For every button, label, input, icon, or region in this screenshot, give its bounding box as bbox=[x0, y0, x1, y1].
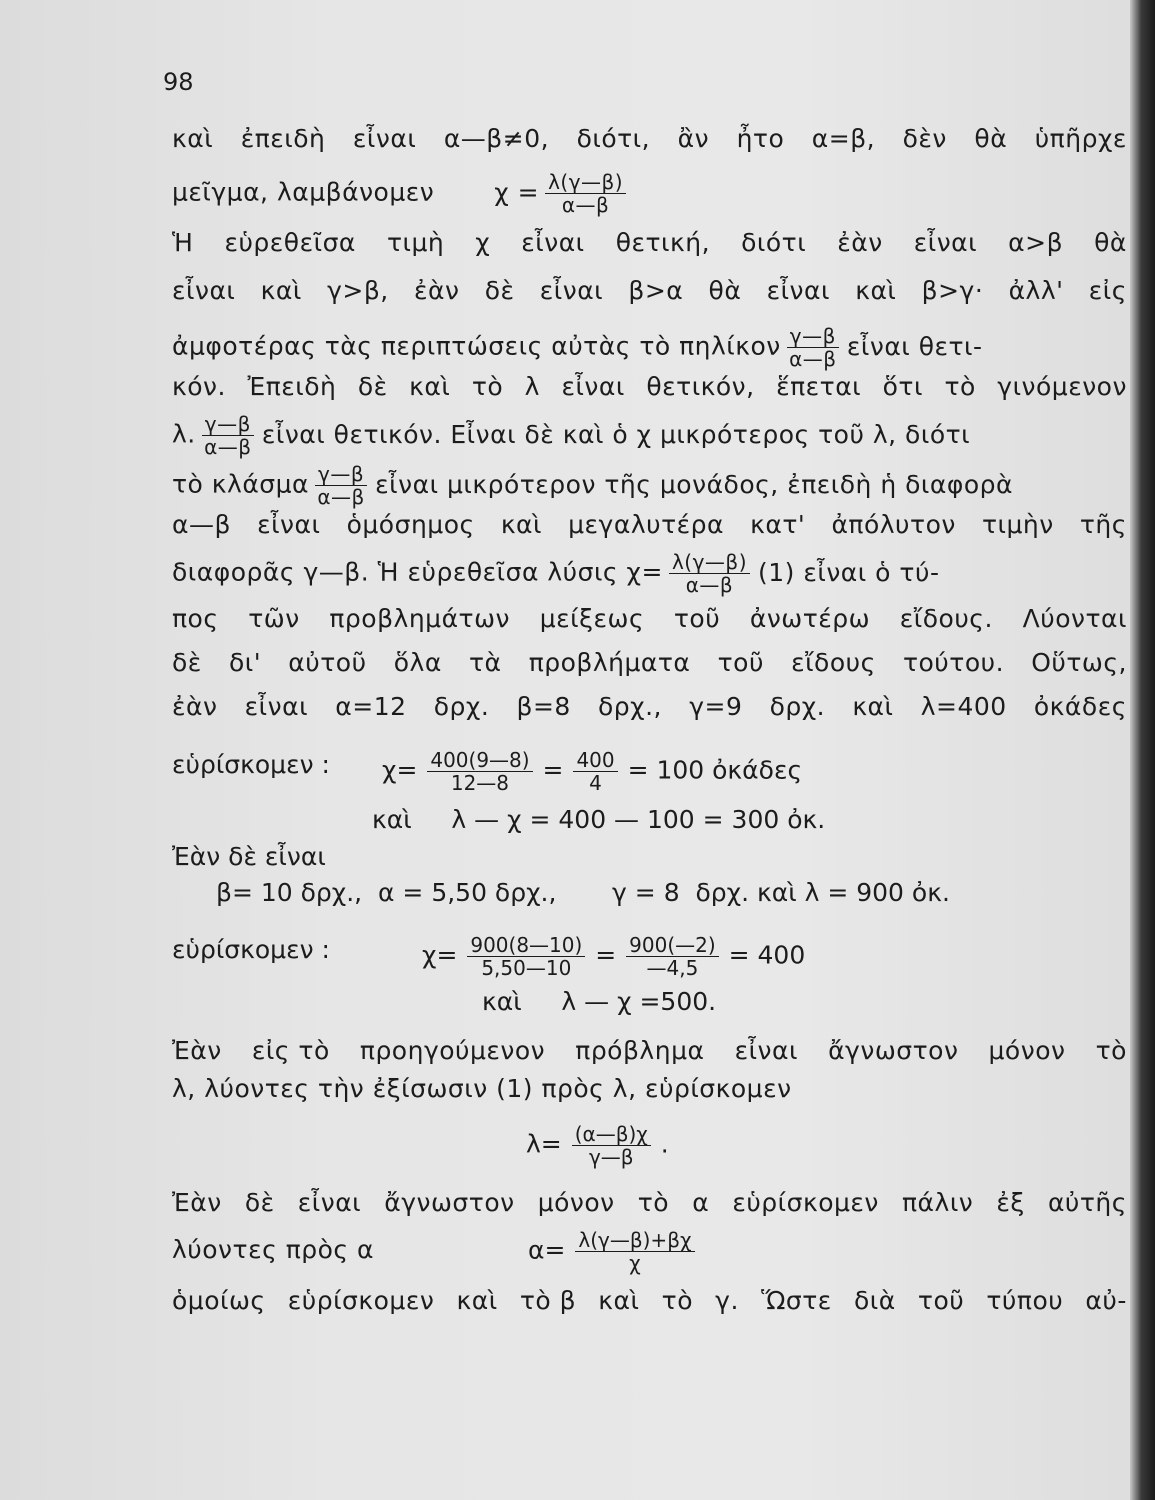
example1-equals: = bbox=[542, 755, 564, 785]
line-text: (1) εἶναι ὁ τύ- bbox=[758, 557, 940, 587]
word: χ bbox=[475, 228, 491, 257]
word: ὁμόσημος bbox=[346, 510, 475, 539]
word: ἐὰν bbox=[172, 692, 218, 721]
example1-label: εὑρίσκομεν : bbox=[172, 750, 330, 779]
word: ἐὰν bbox=[413, 276, 460, 305]
para3-line2: λ, λύοντες τὴν ἐξίσωσιν (1) πρὸς λ, εὑρίσκομεν bbox=[172, 1074, 792, 1103]
example2-line2: καὶ λ — χ =500. bbox=[482, 987, 717, 1016]
page-number: 98 bbox=[163, 68, 194, 96]
word: διὰ bbox=[853, 1286, 896, 1315]
word: καὶ bbox=[260, 276, 302, 305]
word: δὲν bbox=[902, 124, 947, 153]
word: εἶναι bbox=[766, 276, 830, 305]
word: α=β, bbox=[811, 124, 876, 153]
word: θετική, bbox=[615, 228, 711, 257]
example2-label: εὑρίσκομεν : bbox=[172, 935, 330, 964]
example2-fraction2: $\frac{900(—2)}{—4,5}$ bbox=[626, 935, 719, 978]
fraction-numerator: γ—β bbox=[787, 326, 839, 348]
word: ὀκάδες bbox=[1033, 692, 1127, 721]
word: εἶναι bbox=[172, 276, 236, 305]
word: θὰ bbox=[708, 276, 742, 305]
word: ἐὰν bbox=[837, 228, 883, 257]
word: προηγούμενον bbox=[359, 1036, 546, 1065]
line-text: εἶναι θετικόν. Εἶναι δὲ καὶ ὁ χ μικρότερος τοῦ λ, διότι bbox=[261, 419, 971, 449]
para3-line1 bbox=[172, 1036, 1127, 1066]
word: αὐ- bbox=[1085, 1286, 1127, 1315]
fraction-numerator: λ(γ—β) bbox=[545, 172, 626, 194]
word: τὸ bbox=[661, 1286, 693, 1315]
word: ὅλα bbox=[393, 648, 442, 677]
word: ἄγνωστον bbox=[828, 1036, 959, 1065]
inline-fraction bbox=[669, 552, 750, 595]
word: εἰς bbox=[1088, 276, 1127, 305]
text-line bbox=[172, 692, 1127, 722]
fraction-denominator: α—β bbox=[685, 573, 734, 597]
line-text: εἶναι μικρότερον τῆς μονάδος, ἐπειδὴ ἡ διαφορὰ bbox=[375, 469, 1013, 499]
word: Οὕτως, bbox=[1031, 648, 1127, 677]
text-line bbox=[172, 604, 1127, 634]
text-line bbox=[172, 276, 1127, 306]
word: ὑπῆρχε bbox=[1034, 124, 1127, 153]
word: Ἐπειδὴ bbox=[247, 372, 337, 401]
word: προβλημάτων bbox=[329, 604, 511, 633]
word: δρχ. bbox=[433, 692, 490, 721]
word: τὸ β bbox=[519, 1286, 577, 1315]
word: δὲ bbox=[244, 1188, 275, 1217]
if-text: Ἐὰν δὲ εἶναι bbox=[172, 842, 326, 871]
word: ἂν bbox=[677, 124, 710, 153]
example1-result: = 100 ὀκάδες bbox=[627, 755, 803, 785]
word: πάλιν bbox=[902, 1188, 974, 1217]
word: εὑρεθεῖσα bbox=[224, 228, 356, 257]
fraction-denominator: α—β bbox=[789, 347, 837, 371]
word: εἶναι bbox=[352, 124, 417, 153]
line-text: εἶναι θετι- bbox=[846, 331, 983, 361]
word: πρόβλημα bbox=[575, 1036, 705, 1065]
word: εἶναι bbox=[734, 1036, 798, 1065]
word: διότι bbox=[741, 228, 807, 257]
word: ὁμοίως bbox=[172, 1286, 266, 1315]
text-line bbox=[172, 464, 1013, 507]
word: ἐπειδὴ bbox=[240, 124, 326, 153]
word: εἶναι bbox=[521, 228, 585, 257]
word: εἶναι bbox=[297, 1188, 362, 1217]
text-line bbox=[172, 648, 1127, 678]
word: τοῦ bbox=[673, 604, 721, 633]
word: θετικόν, bbox=[646, 372, 755, 401]
word: κατ' bbox=[750, 510, 806, 539]
word: καὶ bbox=[409, 372, 451, 401]
example1-fraction1: $\frac{400(9—8)}{12—8}$ bbox=[427, 750, 532, 793]
word: εἴδους. bbox=[899, 604, 993, 633]
word: β=8 bbox=[516, 692, 571, 721]
para4-lhs: α= bbox=[528, 1235, 566, 1265]
word: αὐτῆς bbox=[1047, 1188, 1127, 1217]
word: ἀπόλυτον bbox=[831, 510, 956, 539]
inline-fraction bbox=[787, 326, 839, 369]
word: δι' bbox=[228, 648, 262, 677]
word: α—β bbox=[172, 510, 231, 539]
word: καὶ bbox=[855, 276, 897, 305]
word: προβλήματα bbox=[528, 648, 691, 677]
line-text: λ. bbox=[172, 419, 196, 449]
para3-fraction: $\frac{(\alpha—\beta)\chi}{\gamma—\beta}$ bbox=[572, 1124, 651, 1167]
word: μεγαλυτέρα bbox=[568, 510, 725, 539]
text-line bbox=[172, 326, 983, 369]
fraction-numerator: γ—β bbox=[315, 464, 367, 486]
word: Ὥστε bbox=[761, 1286, 832, 1315]
word: γ=9 bbox=[689, 692, 743, 721]
fraction-numerator: γ—β bbox=[202, 414, 254, 436]
para4-fraction: $\frac{\lambda(\gamma—\beta)+\beta\chi}{\chi}$ bbox=[575, 1230, 694, 1273]
word: β>α bbox=[628, 276, 684, 305]
fraction-numerator: λ(γ—β) bbox=[669, 552, 750, 574]
word: καὶ bbox=[852, 692, 894, 721]
word: θὰ bbox=[974, 124, 1008, 153]
fraction-denominator: α—β bbox=[561, 193, 610, 217]
word: καὶ bbox=[456, 1286, 498, 1315]
word: καὶ bbox=[172, 124, 214, 153]
binding-edge bbox=[1130, 0, 1155, 1500]
word: εὑρίσκομεν bbox=[732, 1188, 879, 1217]
para3-equation bbox=[526, 1124, 669, 1167]
word: γ. bbox=[715, 1286, 739, 1315]
example1-formula bbox=[382, 750, 802, 793]
word: μόνον bbox=[988, 1036, 1066, 1065]
word: λ bbox=[524, 372, 540, 401]
word: ἀλλ' bbox=[1008, 276, 1064, 305]
text-line bbox=[172, 510, 1127, 540]
example2-lhs: χ= bbox=[422, 940, 458, 970]
word: τοῦ bbox=[717, 648, 764, 677]
fraction-denominator: α—β bbox=[317, 485, 365, 509]
inline-fraction bbox=[315, 464, 367, 507]
para4-line3 bbox=[172, 1286, 1127, 1316]
word: διότι, bbox=[576, 124, 651, 153]
word: εἶναι bbox=[561, 372, 625, 401]
para4-line2: λύοντες πρὸς α bbox=[172, 1235, 375, 1264]
word: ἦτο bbox=[736, 124, 785, 153]
word: ἄγνωστον bbox=[384, 1188, 515, 1217]
text-line bbox=[172, 124, 1127, 154]
word: δὲ bbox=[172, 648, 202, 677]
text-line bbox=[172, 372, 1127, 402]
para3-lhs: λ= bbox=[526, 1129, 562, 1159]
chi-equals: χ = bbox=[494, 177, 540, 207]
inline-fraction bbox=[545, 172, 626, 215]
word: τὰ bbox=[468, 648, 502, 677]
word: τύπου bbox=[986, 1286, 1064, 1315]
example1-fraction2: $\frac{400}{4}$ bbox=[573, 750, 617, 793]
word: δρχ. bbox=[769, 692, 826, 721]
word: τούτου. bbox=[902, 648, 1005, 677]
word: μείξεως bbox=[539, 604, 645, 633]
line-text: ἀμφοτέρας τὰς περιπτώσεις αὐτὰς τὸ πηλίκον bbox=[172, 331, 781, 361]
para3-period: . bbox=[660, 1129, 669, 1159]
text-line bbox=[172, 172, 628, 215]
example2-formula bbox=[422, 935, 805, 978]
word: γ>β, bbox=[327, 276, 389, 305]
word: μόνον bbox=[537, 1188, 615, 1217]
line-text: τὸ κλάσμα bbox=[172, 469, 310, 499]
word: εἶναι bbox=[539, 276, 604, 305]
condition2: β= 10 δρχ., α = 5,50 δρχ., γ = 8 δρχ. καὶ λ = 900 ὀκ. bbox=[216, 878, 950, 907]
word: τοῦ bbox=[917, 1286, 965, 1315]
word: γινόμενον bbox=[997, 372, 1127, 401]
word: Ἡ bbox=[172, 228, 194, 257]
text-line bbox=[172, 552, 939, 595]
line-text: διαφορᾶς γ—β. Ἡ εὑρεθεῖσα λύσις χ= bbox=[172, 557, 663, 587]
example1-lhs: χ= bbox=[382, 755, 418, 785]
example2-result: = 400 bbox=[728, 940, 806, 970]
word: α bbox=[692, 1188, 710, 1217]
word: τὸ bbox=[944, 372, 976, 401]
word: εἶναι bbox=[244, 692, 309, 721]
word: τὸ bbox=[471, 372, 504, 401]
text-line bbox=[172, 414, 970, 457]
word: εἰς τὸ bbox=[251, 1036, 330, 1065]
word: καὶ bbox=[500, 510, 542, 539]
word: α—β≠0, bbox=[443, 124, 550, 153]
word: ὅτι bbox=[882, 372, 923, 401]
word: α>β bbox=[1008, 228, 1064, 257]
word: εἶναι bbox=[913, 228, 978, 257]
word: ἕπεται bbox=[776, 372, 862, 401]
word: πος bbox=[172, 604, 219, 633]
para4-line1 bbox=[172, 1188, 1127, 1218]
word: α=12 bbox=[335, 692, 407, 721]
word: θὰ bbox=[1094, 228, 1127, 257]
fraction-denominator: α—β bbox=[204, 435, 252, 459]
word: κόν. bbox=[172, 372, 226, 401]
word: τὸ bbox=[637, 1188, 670, 1217]
para4-equation bbox=[528, 1230, 697, 1273]
example2-equals: = bbox=[595, 940, 617, 970]
word: αὐτοῦ bbox=[288, 648, 367, 677]
word: τιμὴ bbox=[386, 228, 445, 257]
example2-equation bbox=[172, 935, 330, 965]
example1-line2: καὶ λ — χ = 400 — 100 = 300 ὀκ. bbox=[372, 805, 826, 834]
example2-fraction1: $\frac{900(8—10)}{5,50—10}$ bbox=[467, 935, 585, 978]
word: εἴδους bbox=[791, 648, 876, 677]
word: τῶν bbox=[248, 604, 300, 633]
word: δὲ bbox=[357, 372, 388, 401]
text-line bbox=[172, 228, 1127, 258]
word: καὶ bbox=[598, 1286, 640, 1315]
word: εἶναι bbox=[257, 510, 321, 539]
word: τῆς bbox=[1079, 510, 1127, 539]
word: Ἐὰν bbox=[172, 1036, 222, 1065]
word: δὲ bbox=[484, 276, 515, 305]
word: β>γ· bbox=[921, 276, 984, 305]
word: τιμὴν bbox=[981, 510, 1054, 539]
line-text: μεῖγμα, λαμβάνομεν bbox=[172, 177, 435, 207]
word: Λύονται bbox=[1022, 604, 1127, 633]
word: δρχ., bbox=[598, 692, 662, 721]
word: τὸ bbox=[1095, 1036, 1127, 1065]
word: ἐξ bbox=[996, 1188, 1025, 1217]
word: εὑρίσκομεν bbox=[287, 1286, 435, 1315]
inline-fraction bbox=[202, 414, 254, 457]
word: λ=400 bbox=[920, 692, 1007, 721]
word: Ἐὰν bbox=[172, 1188, 222, 1217]
example1-equation bbox=[172, 750, 330, 780]
word: ἀνωτέρω bbox=[749, 604, 871, 633]
